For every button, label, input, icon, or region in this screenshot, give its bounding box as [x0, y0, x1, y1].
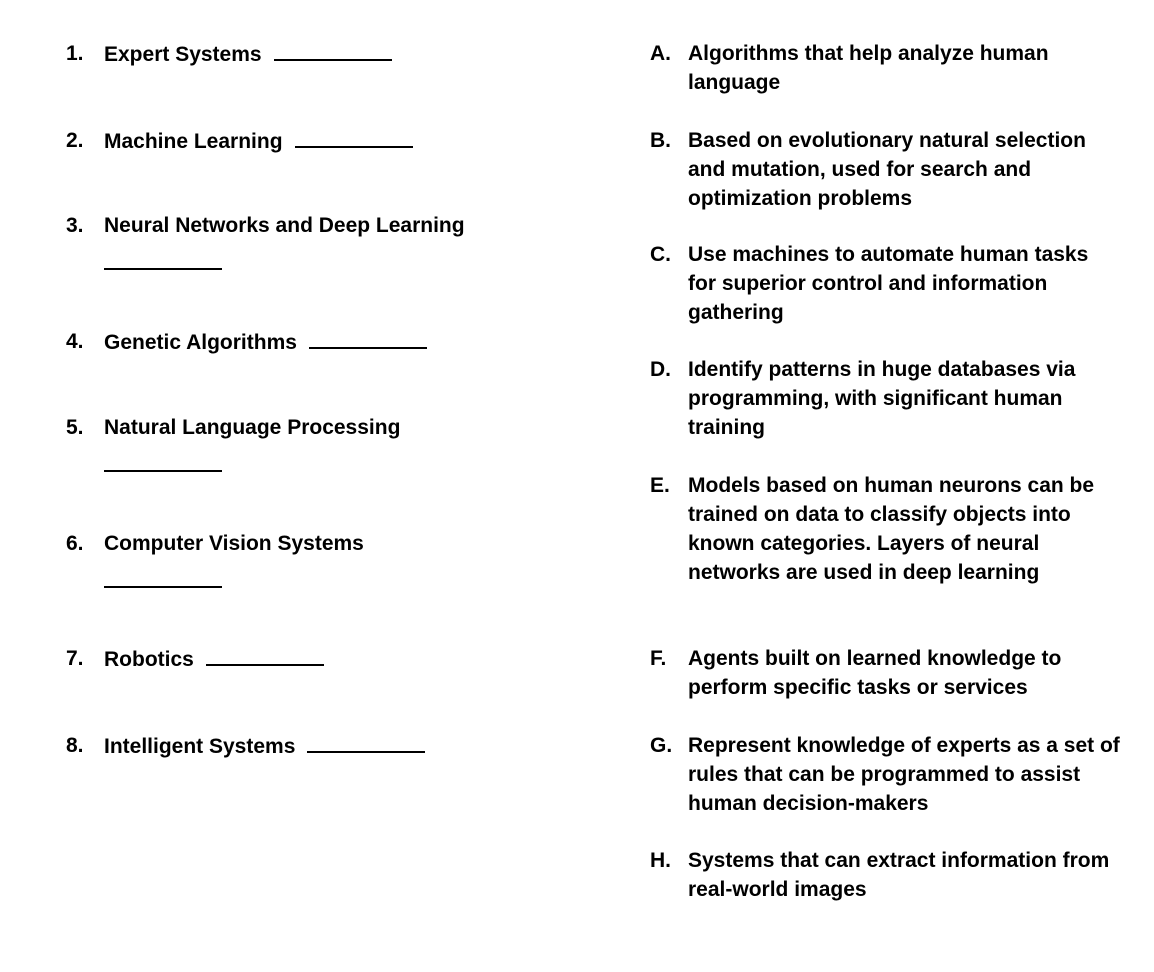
term-text: Expert Systems [104, 43, 262, 66]
definition-letter: B. [650, 129, 671, 152]
answer-blank[interactable] [104, 240, 222, 270]
answer-blank[interactable] [104, 442, 222, 472]
term-item-7 [66, 644, 526, 674]
definition-text: Use machines to automate human tasks for superior control and information gathering [688, 243, 1089, 324]
definition-item-g [650, 731, 1120, 818]
term-text: Neural Networks and Deep Learning [104, 214, 465, 237]
term-item-5 [66, 413, 526, 472]
definition-text: Models based on human neurons can be trained on data to classify objects into known categories. Layers of neural networks are used in deep learning [688, 474, 1095, 584]
term-number: 5. [66, 416, 84, 439]
answer-blank[interactable] [206, 644, 324, 666]
term-item-4 [66, 327, 526, 357]
term-number: 2. [66, 129, 84, 152]
term-number: 6. [66, 532, 84, 555]
term-text: Genetic Algorithms [104, 331, 297, 354]
definition-letter: H. [650, 849, 671, 872]
definition-item-b [650, 126, 1120, 213]
term-text: Natural Language Processing [104, 416, 401, 439]
definition-letter: A. [650, 42, 671, 65]
term-item-3 [66, 211, 526, 270]
answer-blank[interactable] [274, 39, 392, 61]
definition-text: Identify patterns in huge databases via programming, with significant human training [688, 358, 1076, 439]
term-text: Robotics [104, 648, 194, 671]
term-item-6 [66, 529, 526, 588]
term-item-8 [66, 731, 526, 761]
answer-blank[interactable] [307, 731, 425, 753]
definition-text: Agents built on learned knowledge to perform specific tasks or services [688, 647, 1062, 699]
definition-item-a [650, 39, 1120, 97]
definition-item-e [650, 471, 1120, 587]
term-number: 1. [66, 42, 84, 65]
definition-letter: C. [650, 243, 671, 266]
definition-item-h [650, 846, 1120, 904]
definition-item-c [650, 240, 1120, 327]
term-number: 8. [66, 734, 84, 757]
definition-letter: D. [650, 358, 671, 381]
term-number: 7. [66, 647, 84, 670]
answer-blank[interactable] [309, 327, 427, 349]
definition-letter: G. [650, 734, 673, 757]
definition-text: Based on evolutionary natural selection and mutation, used for search and optimization problems [688, 129, 1086, 210]
definition-text: Algorithms that help analyze human language [688, 42, 1049, 94]
term-item-2 [66, 126, 526, 156]
term-text: Computer Vision Systems [104, 532, 364, 555]
term-item-1 [66, 39, 526, 69]
definition-text: Represent knowledge of experts as a set of rules that can be programmed to assist human decision-makers [688, 734, 1120, 815]
definition-item-d [650, 355, 1120, 442]
term-text: Machine Learning [104, 130, 283, 153]
definition-text: Systems that can extract information from real-world images [688, 849, 1110, 901]
term-text: Intelligent Systems [104, 735, 296, 758]
definition-letter: F. [650, 647, 667, 670]
definition-item-f [650, 644, 1120, 702]
term-number: 3. [66, 214, 84, 237]
definition-letter: E. [650, 474, 670, 497]
answer-blank[interactable] [295, 126, 413, 148]
answer-blank[interactable] [104, 558, 222, 588]
term-number: 4. [66, 330, 84, 353]
